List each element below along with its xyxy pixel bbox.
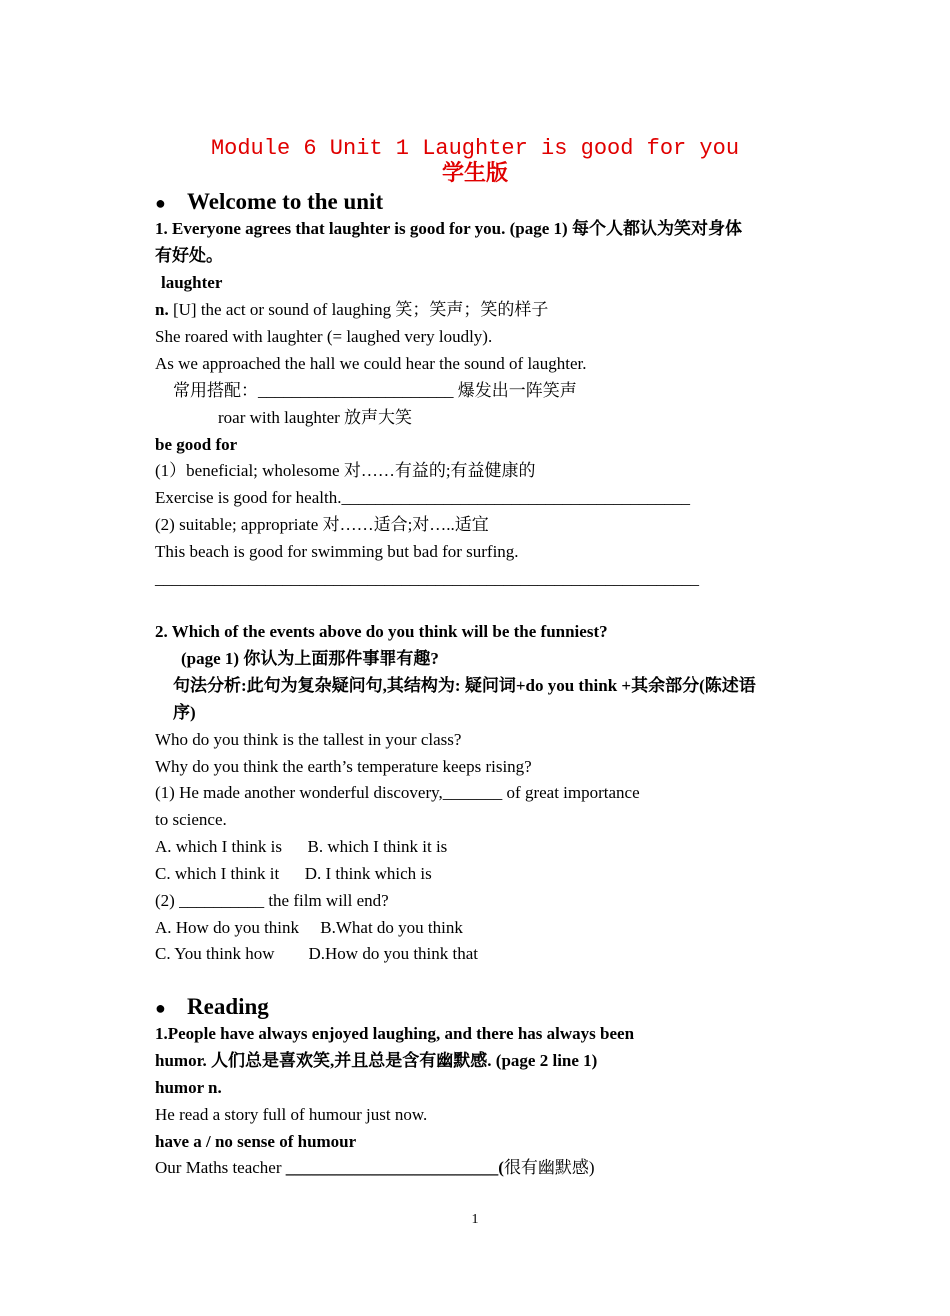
fill-blank[interactable]: _______________________: [258, 381, 454, 400]
bullet-icon: ●: [155, 998, 166, 1018]
phrase-heading: have a / no sense of humour: [155, 1132, 357, 1151]
example-sentence: Why do you think the earth’s temperature keeps rising?: [155, 757, 532, 776]
collocation-line: roar with laughter 放声大笑: [218, 408, 413, 427]
bullet-icon: ●: [155, 193, 166, 213]
item-sentence-cont: 有好处。: [155, 246, 223, 265]
definition-text: [U] the act or sound of laughing 笑；笑声；笑的样子: [168, 300, 549, 319]
section-title: Reading: [187, 994, 269, 1019]
part-of-speech: n.: [155, 300, 169, 319]
page-number: 1: [471, 1212, 479, 1227]
paren: (: [498, 1158, 504, 1177]
section-heading-welcome: [155, 188, 383, 217]
vocab-word: humor n.: [155, 1078, 222, 1097]
fill-blank[interactable]: _________________________________________: [341, 488, 690, 507]
exercise-options: A. How do you think B.What do you think: [155, 918, 463, 937]
exercise-options: A. which I think is B. which I think it is: [155, 837, 448, 856]
example-sentence: Who do you think is the tallest in your class?: [155, 730, 462, 749]
example-sentence: [155, 1157, 595, 1179]
example-sentence: As we approached the hall we could hear the sound of laughter.: [155, 354, 587, 373]
fill-blank[interactable]: _________________________: [285, 1158, 499, 1177]
vocab-definition: [155, 299, 548, 321]
example-sentence: She roared with laughter (= laughed very loudly).: [155, 327, 493, 346]
document-title: Module 6 Unit 1 Laughter is good for you: [210, 136, 740, 161]
collocation-label: 常用搭配：: [173, 381, 258, 400]
example-sentence: [155, 487, 690, 509]
example-sentence: He read a story full of humour just now.: [155, 1105, 428, 1124]
sense-definition: (1）beneficial; wholesome 对……有益的;有益健康的: [155, 461, 536, 480]
question-translation: (page 1) 你认为上面那件事罪有趣?: [181, 649, 439, 668]
grammar-analysis-cont: 序): [173, 703, 196, 722]
example-text: Exercise is good for health.: [155, 488, 342, 507]
section-title: Welcome to the unit: [187, 189, 384, 214]
exercise-question: (2) __________ the film will end?: [155, 891, 389, 910]
item-number: 1: [155, 219, 164, 238]
grammar-analysis: 句法分析:此句为复杂疑问句,其结构为: 疑问词+do you think +其余部分(陈述语: [173, 676, 756, 695]
exercise-options: C. which I think it D. I think which is: [155, 864, 432, 883]
question-sentence: 2. Which of the events above do you think will be the funniest?: [155, 622, 608, 641]
collocation-meaning: 爆发出一阵笑声: [453, 381, 577, 400]
document-subtitle: 学生版: [441, 161, 508, 186]
reading-sentence: 1.People have always enjoyed laughing, and there has always been: [155, 1024, 635, 1043]
item-text: . Everyone agrees that laughter is good for you. (page 1) 每个人都认为笑对身体: [163, 219, 742, 238]
exercise-options: C. You think how D.How do you think that: [155, 944, 479, 963]
vocab-word: laughter: [161, 273, 223, 292]
exercise-question-cont: to science.: [155, 810, 227, 829]
fill-blank[interactable]: ________________________________________________________________: [155, 569, 699, 588]
item-sentence: [155, 218, 742, 240]
exercise-question: (1) He made another wonderful discovery,_______ of great importance: [155, 783, 640, 802]
section-heading-reading: [155, 993, 269, 1022]
example-text: Our Maths teacher: [155, 1158, 286, 1177]
phrase-heading: be good for: [155, 435, 238, 454]
sense-definition: (2) suitable; appropriate 对……适合;对…..适宜: [155, 515, 489, 534]
hint-text: 很有幽默感): [503, 1158, 595, 1177]
collocation-line: [173, 380, 577, 402]
reading-sentence-cont: humor. 人们总是喜欢笑,并且总是含有幽默感. (page 2 line 1): [155, 1051, 598, 1070]
example-sentence: This beach is good for swimming but bad for surfing.: [155, 542, 519, 561]
